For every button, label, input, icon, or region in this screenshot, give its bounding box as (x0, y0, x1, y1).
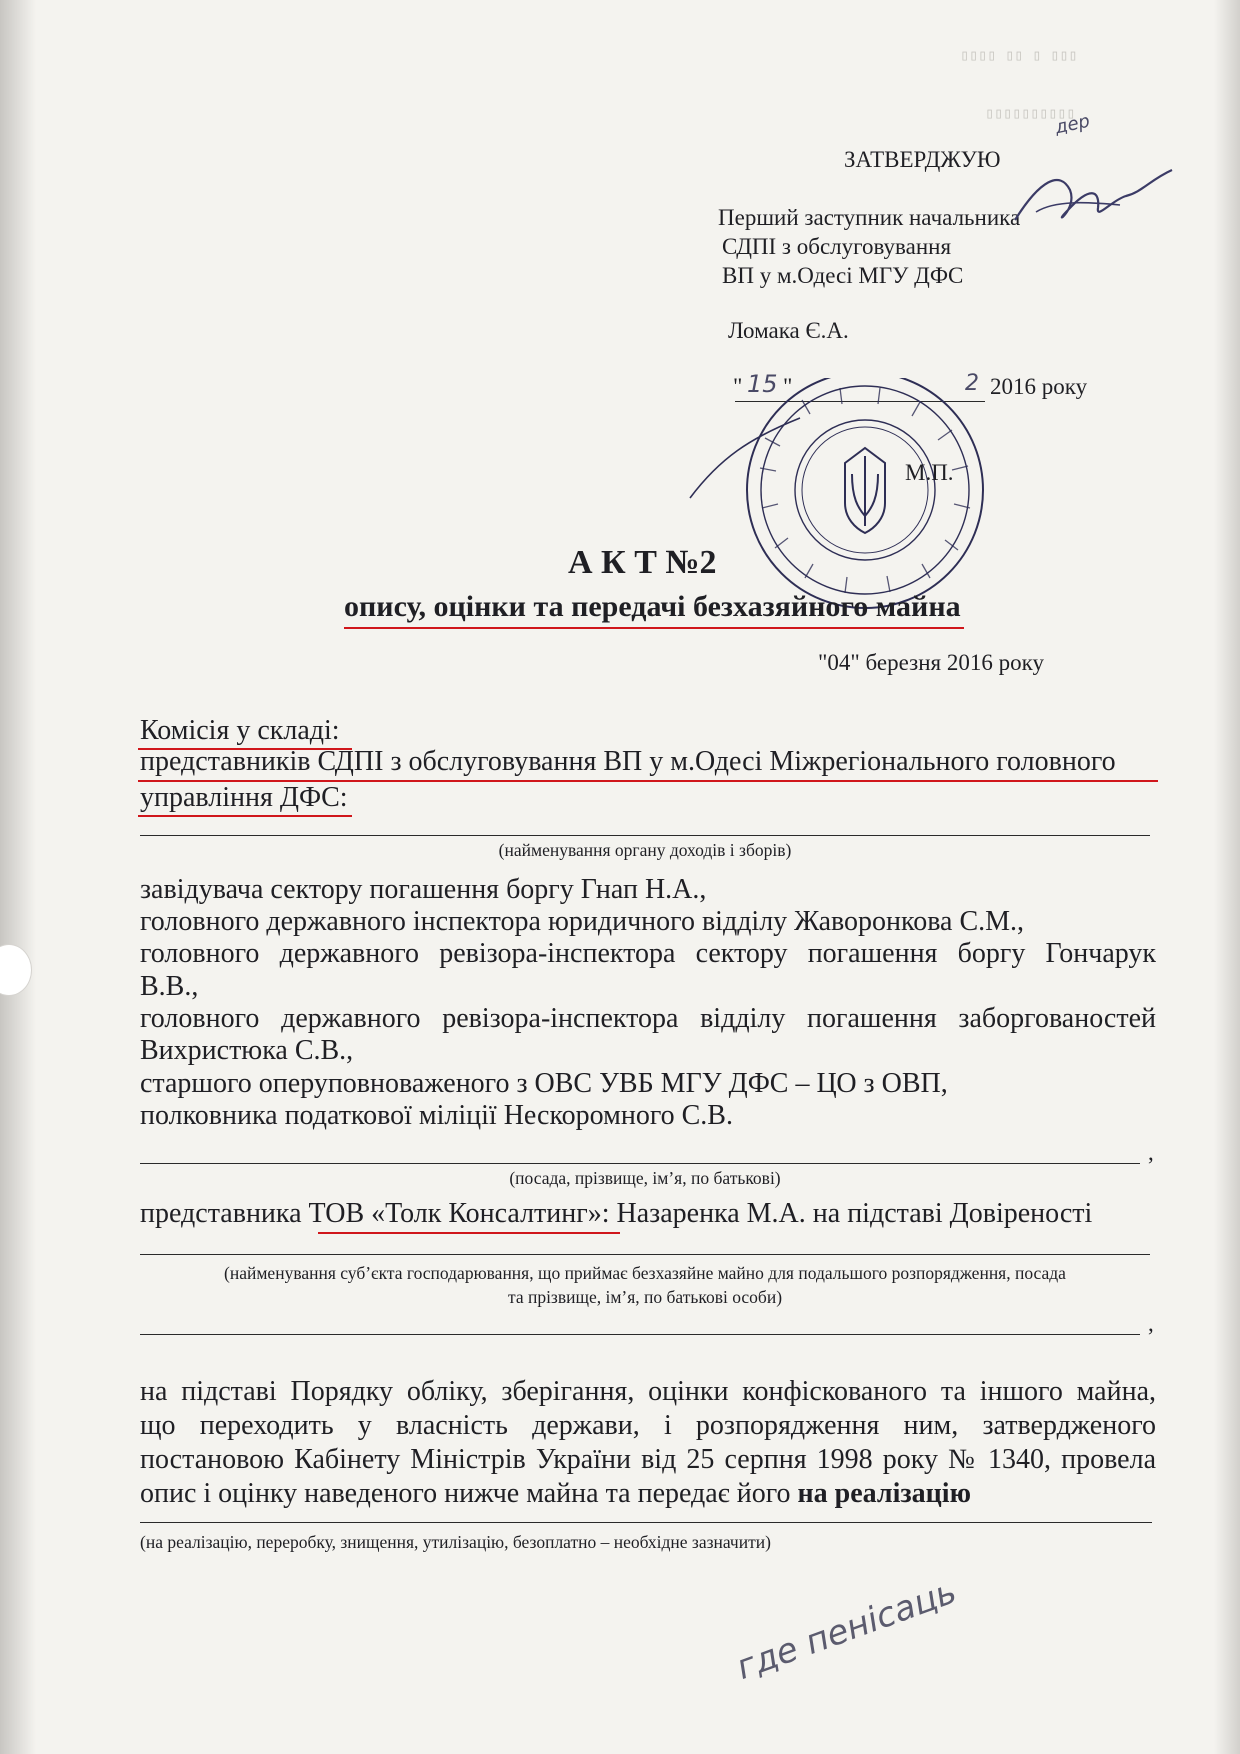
member-5: старшого оперуповноваженого з ОВС УВБ МГУ ДФС – ЦО з ОВП, (140, 1068, 948, 1099)
member-6: полковника податкової міліції Нескоромного С.В. (140, 1100, 733, 1131)
member-4-line1: головного державного ревізора-інспектора відділу погашення заборгованостей (140, 1003, 1156, 1034)
bleed-through-mark: ▯▯▯▯▯▯▯▯▯▯ (985, 104, 1076, 122)
approval-date-open-quote: " (733, 374, 743, 399)
commission-body-red-underline2 (138, 815, 352, 817)
handwritten-note: где пенісаць (731, 1571, 962, 1688)
entity-fill-line (140, 1254, 1150, 1255)
caption-disposal: (на реалізацію, переробку, знищення, утилізацію, безоплатно – необхідне зазначити) (140, 1532, 771, 1552)
approval-date-year: 2016 року (990, 374, 1088, 399)
commission-heading: Комісія у складі: (140, 715, 340, 746)
basis-line-2: що переходить у власність держави, і розпорядження ним, затвердженого (140, 1410, 1156, 1441)
scan-shadow-left (0, 0, 36, 1754)
approver-signature (1000, 150, 1185, 245)
entity-fill-line-2 (140, 1334, 1140, 1335)
caption-position: (посада, прізвище, ім’я, по батькові) (509, 1168, 781, 1188)
caption-entity-line1: (найменування суб’єкта господарювання, що приймає безхазяйне майно для подальшого розпорядження, посада (224, 1263, 1066, 1283)
member-4-line2: Вихристюка С.В., (140, 1035, 354, 1066)
approval-date-day: 15 (747, 370, 778, 398)
basis-line-4 (140, 1478, 971, 1510)
position-fill-line (140, 1163, 1140, 1164)
act-subtitle: опису, оцінки та передачі безхазяйного майна (344, 590, 961, 623)
entity-line-comma: , (1148, 1311, 1154, 1336)
approver-position-line1: Перший заступник начальника (718, 205, 1021, 230)
caption-entity-line2: та прізвище, ім’я, по батькові особи) (507, 1287, 783, 1307)
act-title: А К Т №2 (568, 544, 717, 581)
handwritten-approve-mark: дер (1053, 110, 1092, 139)
approve-heading: ЗАТВЕРДЖУЮ (844, 147, 1001, 172)
position-line-comma: , (1148, 1140, 1154, 1165)
approver-position-line3: ВП у м.Одесі МГУ ДФС (722, 263, 964, 288)
member-3-line2: В.В., (140, 971, 199, 1002)
approver-position-line2: СДПІ з обслуговування (722, 234, 952, 259)
basis-line-4-text: опис і оцінку наведеного нижче майна та передає його (140, 1478, 798, 1509)
approval-date-month: 2 (965, 371, 979, 396)
member-1: завідувача сектору погашення боргу Гнап Н.А., (140, 874, 707, 905)
company-red-underline (318, 1232, 620, 1234)
bleed-through-mark: ▯▯▯▯ ▯▯ ▯ ▯▯▯ (960, 46, 1078, 64)
basis-line-1: на підставі Порядку обліку, зберігання, оцінки конфіскованого та іншого майна, (140, 1376, 1156, 1407)
company-representative: представника ТОВ «Толк Консалтинг»: Назаренка М.А. на підставі Довіреності (140, 1198, 1093, 1229)
approver-name: Ломака Є.А. (728, 318, 849, 343)
act-date: "04" березня 2016 року (818, 650, 1044, 675)
member-2: головного державного інспектора юридичного відділу Жаворонкова С.М., (140, 906, 1025, 937)
subtitle-red-underline (344, 627, 964, 629)
basis-disposal-method: на реалізацію (797, 1478, 971, 1509)
caption-body-name: (найменування органу доходів і зборів) (498, 840, 792, 860)
disposal-fill-line (140, 1522, 1152, 1523)
commission-body-line2: управління ДФС: (140, 782, 348, 813)
approval-date-close-quote: " (783, 374, 793, 399)
member-3-line1: головного державного ревізора-інспектора сектору погашення боргу Гончарук (140, 938, 1156, 969)
commission-body-line1: представників СДПІ з обслуговування ВП у м.Одесі Міжрегіонального головного (140, 746, 1116, 777)
body-fill-line (140, 835, 1150, 836)
stamp-place-label: М.П. (905, 460, 954, 485)
basis-line-3: постановою Кабінету Міністрів України від 25 серпня 1998 року № 1340, провела (140, 1444, 1156, 1475)
scan-shadow-right (1214, 0, 1240, 1754)
